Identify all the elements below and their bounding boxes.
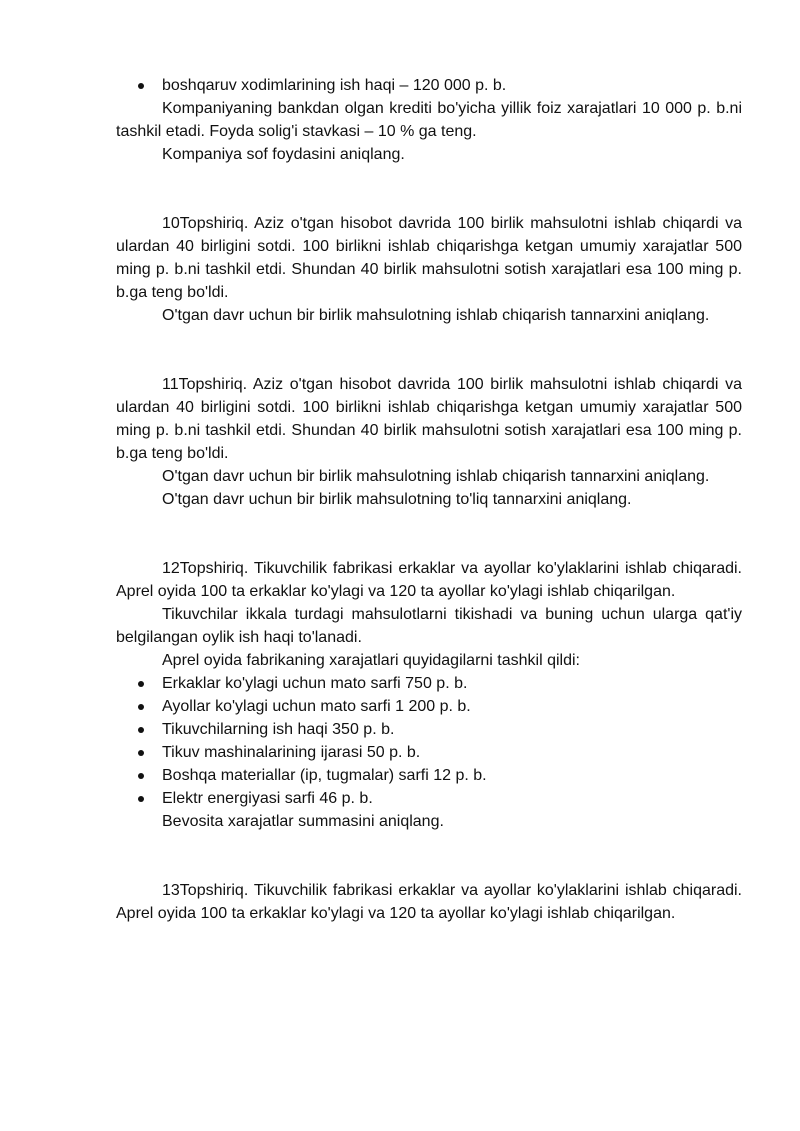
list-item [116,672,742,695]
document-body [116,74,742,925]
spacer [116,511,742,557]
task-12-paragraph: 12Topshiriq. Tikuvchilik fabrikasi erkaklar va ayollar ko'ylaklarini ishlab chiqaradi. Aprel oyida 100 ta erkaklar ko'ylagi va 120 ta ayollar ko'ylagi ishlab chiqarilgan. [116,560,742,600]
task-11-question: O'tgan davr uchun bir birlik mahsulotning to'liq tannarxini aniqlang. [162,491,632,508]
task-12-paragraph: Aprel oyida fabrikaning xarajatlari quyidagilarni tashkil qildi: [162,652,580,669]
spacer [116,327,742,373]
task-12-cost-list [116,672,742,810]
spacer [116,833,742,879]
list-item [116,764,742,787]
bullet-dot-icon [138,727,144,733]
bullet-dot-icon [138,83,144,89]
paragraph: Kompaniya sof foydasini aniqlang. [162,146,405,163]
list-item [116,787,742,810]
task-10-paragraph: 10Topshiriq. Aziz o'tgan hisobot davrida 100 birlik mahsulotni ishlab chiqardi va ulardan 40 birligini sotdi. 100 birlikni ishlab chiqarishga ketgan umumiy xarajatlar 500 ming p. b.ni tashkil etdi. Shundan 40 birlik mahsulotni sotish xarajatlari esa 100 ming p. b.ga teng bo'ldi. [116,215,742,301]
task-12-paragraph: Tikuvchilar ikkala turdagi mahsulotlarni tikishadi va buning uchun ularga qat'iy belgilangan oylik ish haqi to'lanadi. [116,606,742,646]
top-bullet-list [116,74,742,97]
task-11-question: O'tgan davr uchun bir birlik mahsulotning ishlab chiqarish tannarxini aniqlang. [162,468,710,485]
list-item-text: Tikuvchilarning ish haqi 350 p. b. [162,721,395,738]
list-item-text: Ayollar ko'ylagi uchun mato sarfi 1 200 p. b. [162,698,471,715]
list-item-text: Elektr energiyasi sarfi 46 p. b. [162,790,373,807]
bullet-dot-icon [138,704,144,710]
list-item [116,74,742,97]
list-item [116,741,742,764]
bullet-dot-icon [138,796,144,802]
bullet-dot-icon [138,750,144,756]
bullet-dot-icon [138,773,144,779]
bullet-dot-icon [138,681,144,687]
task-11-paragraph: 11Topshiriq. Aziz o'tgan hisobot davrida 100 birlik mahsulotni ishlab chiqardi va ulardan 40 birligini sotdi. 100 birlikni ishlab chiqarishga ketgan umumiy xarajatlar 500 ming p. b.ni tashkil etdi. Shundan 40 birlik mahsulotni sotish xarajatlari esa 100 ming p. b.ga teng bo'ldi. [116,376,742,462]
list-item-text: Boshqa materiallar (ip, tugmalar) sarfi 12 p. b. [162,767,487,784]
list-item-text: Tikuv mashinalarining ijarasi 50 p. b. [162,744,421,761]
list-item-text: boshqaruv xodimlarining ish haqi – 120 000 p. b. [162,77,507,94]
list-item-text: Erkaklar ko'ylagi uchun mato sarfi 750 p. b. [162,675,468,692]
paragraph: Kompaniyaning bankdan olgan krediti bo'yicha yillik foiz xarajatlari 10 000 p. b.ni tashkil etadi. Foyda solig'i stavkasi – 10 % ga teng. [116,100,742,140]
task-12-question: Bevosita xarajatlar summasini aniqlang. [162,813,444,830]
spacer [116,166,742,212]
task-10-question: O'tgan davr uchun bir birlik mahsulotning ishlab chiqarish tannarxini aniqlang. [162,307,710,324]
list-item [116,718,742,741]
list-item [116,695,742,718]
task-13-paragraph: 13Topshiriq. Tikuvchilik fabrikasi erkaklar va ayollar ko'ylaklarini ishlab chiqaradi. Aprel oyida 100 ta erkaklar ko'ylagi va 120 ta ayollar ko'ylagi ishlab chiqarilgan. [116,882,742,922]
